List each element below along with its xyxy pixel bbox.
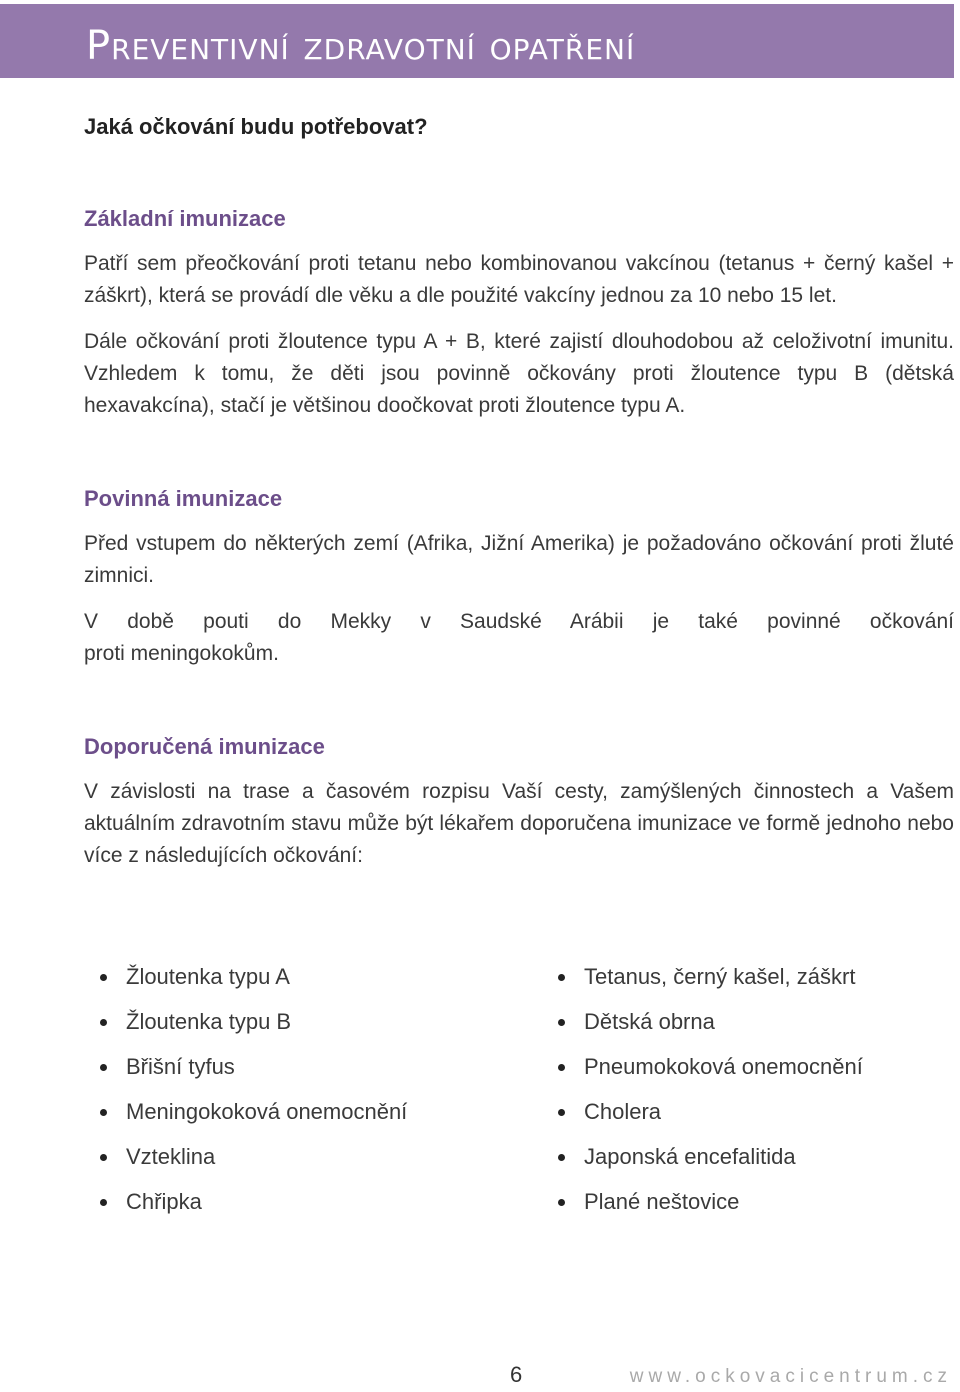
bullet-icon: [558, 1064, 565, 1071]
basic-paragraph-2: Dále očkování proti žloutence typu A + B, které zajistí dlouhodobou až celoživotní imunitu. Vzhledem k tomu, že děti jsou povinně očkovány proti žloutence typu B (dětská hexavakcína), stačí je většinou doočkovat proti žloutence typu A.: [84, 330, 954, 417]
list-item: Plané neštovice: [558, 1187, 863, 1232]
bullet-icon: [100, 1064, 107, 1071]
list-item: Břišní tyfus: [100, 1052, 407, 1097]
page-title: Preventivní zdravotní opatření: [86, 23, 636, 69]
section-heading-mandatory: Povinná imunizace: [84, 486, 283, 511]
list-item: Meningokoková onemocnění: [100, 1097, 407, 1142]
section-heading-recommended: Doporučená imunizace: [84, 734, 325, 759]
bullet-icon: [558, 1019, 565, 1026]
bullet-icon: [100, 1154, 107, 1161]
list-item: Žloutenka typu B: [100, 1007, 407, 1052]
bullet-icon: [558, 1109, 565, 1116]
bullet-icon: [558, 1154, 565, 1161]
list-item: Tetanus, černý kašel, záškrt: [558, 962, 863, 1007]
mandatory-paragraph-2-end: proti meningokokům.: [84, 642, 279, 665]
footer-url[interactable]: www.ockovacicentrum.cz: [629, 1366, 952, 1387]
bullet-icon: [100, 974, 107, 981]
list-item: Japonská encefalitida: [558, 1142, 863, 1187]
header-bar: [0, 4, 954, 78]
bullet-icon: [558, 1199, 565, 1206]
main-content: [84, 112, 954, 872]
bullet-icon: [100, 1199, 107, 1206]
list-item: Vzteklina: [100, 1142, 407, 1187]
vaccination-list-left: [100, 962, 407, 1232]
list-item: Pneumokoková onemocnění: [558, 1052, 863, 1097]
list-item: Chřipka: [100, 1187, 407, 1232]
basic-paragraph-1: Patří sem přeočkování proti tetanu nebo kombinovanou vakcínou (tetanus + černý kašel + záškrt), která se provádí dle věku a dle použité vakcíny jednou za 10 nebo 15 let.: [84, 252, 954, 307]
intro-question: Jaká očkování budu potřebovat?: [84, 114, 428, 139]
recommended-paragraph: V závislosti na trase a časovém rozpisu Vaší cesty, zamýšlených činnostech a Vašem aktuálním zdravotním stavu může být lékařem doporučena imunizace ve formě jednoho nebo více z následujících očkování:: [84, 780, 954, 867]
list-item: Cholera: [558, 1097, 863, 1142]
bullet-icon: [100, 1109, 107, 1116]
page-number: 6: [510, 1362, 523, 1387]
bullet-icon: [558, 974, 565, 981]
mandatory-paragraph-1: Před vstupem do některých zemí (Afrika, Jižní Amerika) je požadováno očkování proti žluté zimnici.: [84, 532, 954, 587]
bullet-icon: [100, 1019, 107, 1026]
mandatory-paragraph-2: V době pouti do Mekky v Saudské Arábii je také povinné očkování: [84, 610, 954, 633]
list-item: Dětská obrna: [558, 1007, 863, 1052]
section-heading-basic: Základní imunizace: [84, 206, 286, 231]
vaccination-list-right: [558, 962, 863, 1232]
list-item: Žloutenka typu A: [100, 962, 407, 1007]
